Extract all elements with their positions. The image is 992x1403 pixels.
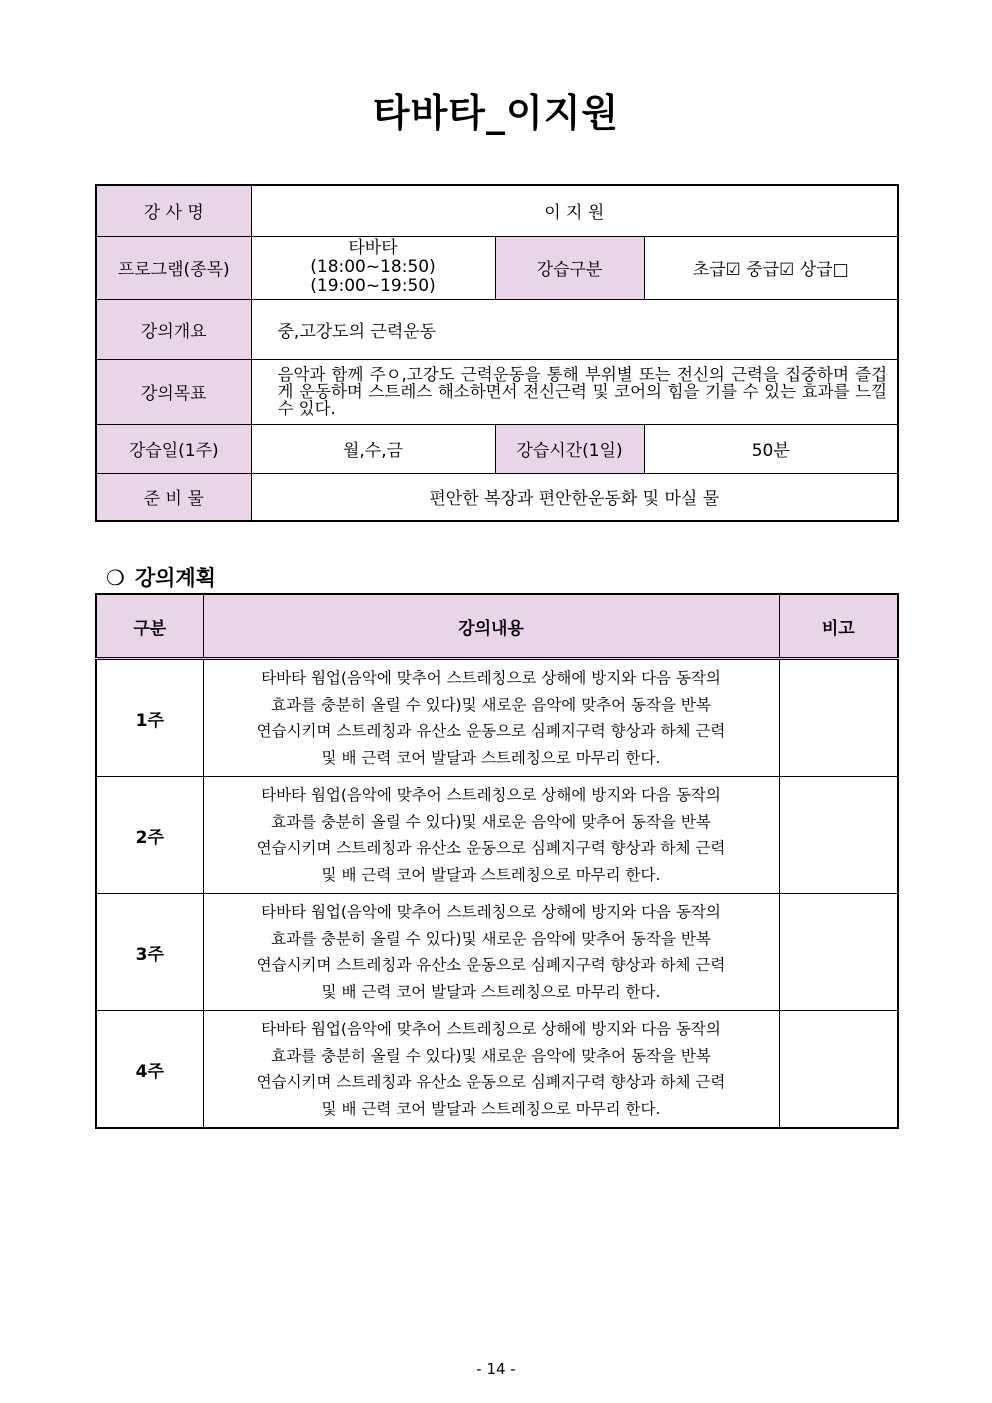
overview-value: 중,고강도의 근력운동 <box>251 299 898 359</box>
table-row <box>96 1011 898 1129</box>
header-note: 비고 <box>779 594 898 659</box>
program-time-2: (19:00~19:50) <box>310 276 436 296</box>
week-cell: 4주 <box>96 1011 203 1129</box>
content-line: 효과를 충분히 올릴 수 있다)및 새로운 음악에 맞추어 동작을 반복 <box>271 1046 711 1065</box>
week-cell: 2주 <box>96 777 203 894</box>
circle-bullet-icon: ❍ <box>106 566 125 590</box>
level-value: 초급☑ 중급☑ 상급□ <box>644 236 898 299</box>
content-line: 효과를 충분히 올릴 수 있다)및 새로운 음악에 맞추어 동작을 반복 <box>271 695 711 714</box>
materials-label: 준 비 물 <box>96 473 251 521</box>
program-value <box>251 236 495 299</box>
content-line: 및 배 근력 코어 발달과 스트레칭으로 마무리 한다. <box>321 1099 661 1118</box>
content-line: 타바타 웜업(음악에 맞추어 스트레칭으로 상해에 방지와 다음 동작의 <box>261 669 721 687</box>
header-content: 강의내용 <box>203 594 779 659</box>
content-line: 및 배 근력 코어 발달과 스트레칭으로 마무리 한다. <box>321 865 661 884</box>
content-line: 연습시키며 스트레칭과 유산소 운동으로 심폐지구력 향상과 하체 근력 <box>256 722 726 740</box>
instructor-value: 이 지 원 <box>251 185 898 236</box>
content-line: 연습시키며 스트레칭과 유산소 운동으로 심폐지구력 향상과 하체 근력 <box>256 1073 726 1091</box>
instructor-label: 강 사 명 <box>96 185 251 236</box>
content-cell <box>203 1011 779 1129</box>
week-cell: 3주 <box>96 894 203 1011</box>
content-line: 및 배 근력 코어 발달과 스트레칭으로 마무리 한다. <box>321 748 661 767</box>
time-value: 50분 <box>644 424 898 473</box>
overview-label: 강의개요 <box>96 299 251 359</box>
content-cell <box>203 659 779 777</box>
content-line: 타바타 웜업(음악에 맞추어 스트레칭으로 상해에 방지와 다음 동작의 <box>261 903 721 921</box>
page-title: 타바타_이지원 <box>372 91 620 135</box>
content-line: 연습시키며 스트레칭과 유산소 운동으로 심폐지구력 향상과 하체 근력 <box>256 956 726 974</box>
goal-label: 강의목표 <box>96 359 251 424</box>
section-title: 강의계획 <box>134 566 216 590</box>
content-line: 타바타 웜업(음악에 맞추어 스트레칭으로 상해에 방지와 다음 동작의 <box>261 1020 721 1038</box>
page-number: - 14 - <box>476 1360 516 1378</box>
note-cell <box>779 894 898 1011</box>
days-value: 월,수,금 <box>251 424 495 473</box>
content-line: 연습시키며 스트레칭과 유산소 운동으로 심폐지구력 향상과 하체 근력 <box>256 839 726 857</box>
time-label: 강습시간(1일) <box>495 424 644 473</box>
note-cell <box>779 777 898 894</box>
course-info-table <box>95 184 899 522</box>
content-line: 및 배 근력 코어 발달과 스트레칭으로 마무리 한다. <box>321 982 661 1001</box>
content-line: 효과를 충분히 올릴 수 있다)및 새로운 음악에 맞추어 동작을 반복 <box>271 812 711 831</box>
days-label: 강습일(1주) <box>96 424 251 473</box>
program-name: 타바타 <box>348 238 398 258</box>
week-cell: 1주 <box>96 659 203 777</box>
note-cell <box>779 659 898 777</box>
content-cell <box>203 894 779 1011</box>
section-heading <box>106 562 216 592</box>
lecture-plan-table <box>95 593 899 1129</box>
content-line: 타바타 웜업(음악에 맞추어 스트레칭으로 상해에 방지와 다음 동작의 <box>261 786 721 804</box>
level-label: 강습구분 <box>495 236 644 299</box>
program-time-1: (18:00~18:50) <box>310 257 436 277</box>
content-line: 효과를 충분히 올릴 수 있다)및 새로운 음악에 맞추어 동작을 반복 <box>271 929 711 948</box>
program-label: 프로그램(종목) <box>96 236 251 299</box>
materials-value: 편안한 복장과 편안한운동화 및 마실 물 <box>251 473 898 521</box>
content-cell <box>203 777 779 894</box>
table-row <box>96 659 898 777</box>
note-cell <box>779 1011 898 1129</box>
table-row <box>96 777 898 894</box>
goal-value: 음악과 함께 주ㅇ,고강도 근력운동을 통해 부위별 또는 전신의 근력을 집중하며 즐겁게 운동하며 스트레스 해소하면서 전신근력 및 코어의 힘을 기를 수 있는 효과를 느낄 수 있다. <box>251 359 898 424</box>
table-row <box>96 894 898 1011</box>
header-category: 구분 <box>96 594 203 659</box>
